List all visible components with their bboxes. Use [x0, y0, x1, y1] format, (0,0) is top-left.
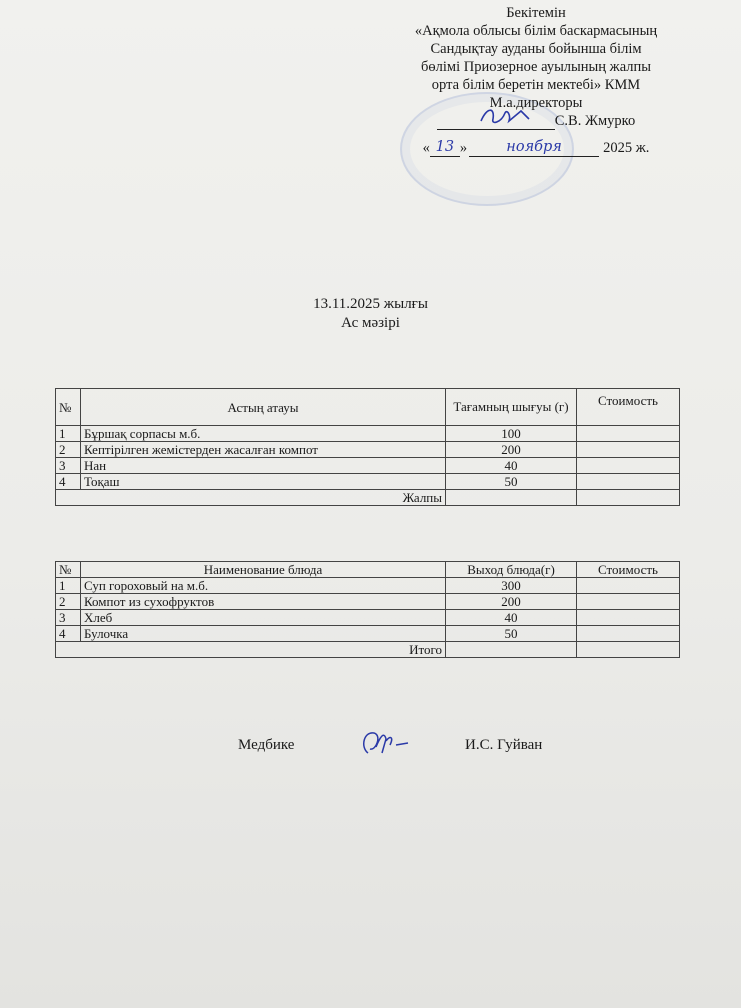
cell-num: 1	[56, 578, 81, 594]
cell-name: Булочка	[81, 626, 446, 642]
cell-price	[577, 426, 680, 442]
signature-blank	[437, 113, 555, 130]
menu-table-russian	[55, 561, 680, 658]
cell-price	[577, 610, 680, 626]
cell-price	[577, 578, 680, 594]
cell-name: Суп гороховый на м.б.	[81, 578, 446, 594]
nurse-signature	[356, 727, 412, 761]
table-row	[56, 578, 680, 594]
cell-num: 2	[56, 594, 81, 610]
cell-name: Хлеб	[81, 610, 446, 626]
table-header-row	[56, 389, 680, 426]
total-output	[446, 490, 577, 506]
total-label: Жалпы	[56, 490, 446, 506]
cell-num: 2	[56, 442, 81, 458]
approval-line: бөлімі Приозерное ауылының жалпы	[421, 59, 651, 75]
cell-num: 4	[56, 626, 81, 642]
cell-output: 50	[446, 474, 577, 490]
cell-output: 40	[446, 610, 577, 626]
cell-name: Бұршақ сорпасы м.б.	[81, 426, 446, 442]
total-price	[577, 490, 680, 506]
cell-output: 200	[446, 442, 577, 458]
nurse-role: Медбике	[238, 737, 295, 753]
approval-line: М.а.директоры	[489, 95, 583, 111]
nurse-name: И.С. Гуйван	[465, 737, 543, 753]
date-day: 13	[430, 138, 460, 157]
header-price: Стоимость	[577, 389, 680, 426]
cell-output: 40	[446, 458, 577, 474]
director-signature-line	[376, 112, 696, 130]
table-total-row	[56, 642, 680, 658]
menu-table-kazakh	[55, 388, 680, 506]
approval-heading: Бекітемін	[506, 5, 566, 21]
approval-line: орта білім беретін мектебі» КММ	[431, 77, 641, 93]
cell-price	[577, 594, 680, 610]
table-row	[56, 426, 680, 442]
cell-num: 1	[56, 426, 81, 442]
cell-output: 300	[446, 578, 577, 594]
table-row	[56, 458, 680, 474]
date-year: 2025 ж.	[603, 140, 650, 156]
table-header-row	[56, 562, 680, 578]
cell-price	[577, 626, 680, 642]
cell-output: 50	[446, 626, 577, 642]
cell-output: 200	[446, 594, 577, 610]
cell-num: 3	[56, 610, 81, 626]
approval-block	[376, 4, 696, 157]
header-num: №	[56, 389, 81, 426]
cell-price	[577, 474, 680, 490]
total-output	[446, 642, 577, 658]
table-total-row	[56, 490, 680, 506]
approval-date: « 13 » ноября 2025 ж.	[422, 139, 650, 156]
cell-num: 3	[56, 458, 81, 474]
cell-output: 100	[446, 426, 577, 442]
header-output: Выход блюда(г)	[446, 562, 577, 578]
cell-price	[577, 442, 680, 458]
cell-name: Нан	[81, 458, 446, 474]
table-row	[56, 610, 680, 626]
table-row	[56, 594, 680, 610]
header-num: №	[56, 562, 81, 578]
date-month: ноября	[469, 138, 599, 157]
header-name: Астың атауы	[81, 389, 446, 426]
director-name: С.В. Жмурко	[554, 113, 636, 129]
cell-num: 4	[56, 474, 81, 490]
menu-date: 13.11.2025 жылғы	[313, 296, 428, 312]
director-signature	[477, 105, 537, 127]
header-name: Наименование блюда	[81, 562, 446, 578]
header-output: Тағамның шығуы (г)	[446, 389, 577, 426]
cell-price	[577, 458, 680, 474]
table-row	[56, 442, 680, 458]
table-row	[56, 474, 680, 490]
cell-name: Компот из сухофруктов	[81, 594, 446, 610]
cell-name: Кептірілген жемістерден жасалған компот	[81, 442, 446, 458]
approval-line: «Ақмола облысы білім баскармасының	[414, 23, 658, 39]
header-price: Стоимость	[577, 562, 680, 578]
total-label: Итого	[56, 642, 446, 658]
total-price	[577, 642, 680, 658]
cell-name: Тоқаш	[81, 474, 446, 490]
menu-title: Ас мәзірі	[341, 315, 400, 331]
table-row	[56, 626, 680, 642]
approval-line: Сандықтау ауданы бойынша білім	[430, 41, 642, 57]
